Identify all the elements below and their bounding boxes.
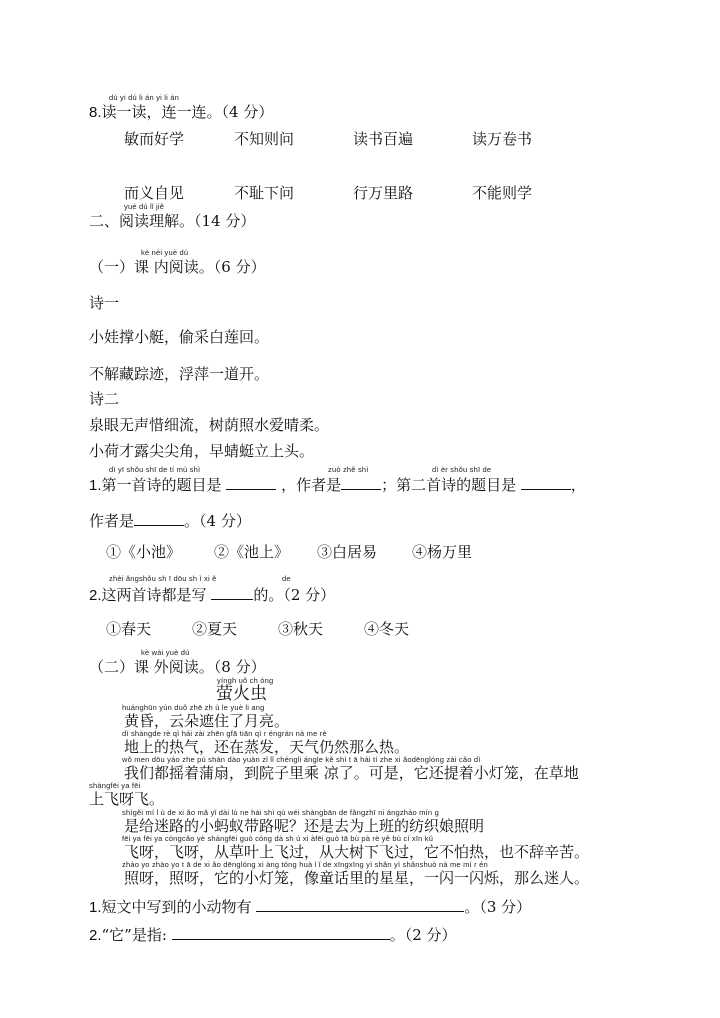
p2q1-number: 1. [89, 899, 102, 916]
p1q2-option-4: ④冬天 [364, 620, 410, 638]
q8-row1-item-1: 敏而好学 [124, 130, 185, 148]
section2-title: 二、阅读理解。（14 分） [89, 212, 256, 230]
p1q1-text-b: ，作者是 [281, 476, 342, 494]
story-line7: 照呀，照呀，它的小灯笼，像童话里的星星，一闪一闪烁，那么迷人。 [124, 869, 590, 887]
story-line3-pinyin: wǒ men dōu yáo zhe pú shàn dào yuàn zǐ lǐ chéngli ángle kě shì t ā hái tí zhe xi ǎodēnglóng zài cǎo dì [122, 755, 481, 764]
p1q2-option-3: ③秋天 [278, 620, 324, 638]
p1q2-option-1: ①春天 [106, 620, 152, 638]
p1q1-blank-3[interactable] [521, 475, 571, 490]
poem2-line1: 泉眼无声惜细流，树荫照水爱晴柔。 [89, 416, 330, 434]
q8-pinyin: dú yi dú li án yi li án [109, 93, 180, 102]
poem2-line2: 小荷才露尖尖角，早蜻蜓立上头。 [89, 442, 315, 460]
p2q2-number: 2. [89, 927, 102, 944]
q8-number: 8. [89, 104, 102, 121]
story-line1-pinyin: huánghūn yún duǒ zhē zh ù le yuè li ang [122, 703, 265, 712]
story-line2: 地上的热气，还在蒸发，天气仍然那么热。 [124, 738, 410, 756]
q8-row1-item-3: 读书百遍 [353, 130, 414, 148]
p1q2-text-b: 的。（2 分） [253, 586, 336, 604]
part1-title: （一）课 内阅读。（6 分） [89, 258, 266, 276]
p1q2-pinyin-b: de [282, 574, 291, 583]
p1q1-pinyin-a: dì yī shǒu shī de tí mù shì [109, 465, 201, 474]
p1q1-blank-4[interactable] [134, 511, 184, 526]
p1q1-blank-1[interactable] [226, 475, 276, 490]
p1q1-line2 [89, 511, 251, 530]
p1q1-text-d: ， [570, 476, 586, 494]
q8-row1-item-4: 读万卷书 [472, 130, 533, 148]
p1q2-text-a: 这两首诗都是写 [101, 586, 207, 604]
p1q1-pinyin-c: dì èr shǒu shī de [432, 465, 492, 474]
p1q1-blank-2[interactable] [341, 475, 381, 490]
story-line6-pinyin: fēi ya fēi ya cóngcǎo yè shàngfēi guò cóng dà sh ù xi àfēi guò tā bù pà rè yě bù cí xīn kǔ [122, 834, 434, 843]
p1q2-number: 2. [89, 587, 102, 604]
poem2-label: 诗二 [89, 390, 120, 408]
story-line4: 上飞呀飞。 [89, 790, 165, 808]
p2q2-text-a: “它”是指: [101, 926, 167, 944]
p1q1-text-f: 。（4 分） [184, 512, 251, 530]
q8-row2-item-1: 而义自见 [124, 184, 185, 202]
p2q1-text-a: 短文中写到的小动物有 [101, 898, 252, 916]
q8-text: 读一读，连一连。（4 分） [101, 103, 274, 121]
story-title: 萤火虫 [216, 684, 267, 704]
part2-title: （二）课 外阅读。（8 分） [89, 658, 266, 676]
q8-row2-item-3: 行万里路 [353, 184, 414, 202]
poem1-label: 诗一 [89, 294, 120, 312]
section2-pinyin: yuè dú lǐ jiě [124, 202, 165, 211]
poem1-line2: 不解藏踪迹，浮萍一道开。 [89, 365, 270, 383]
p1q1-option-1: ①《小池》 [106, 543, 182, 561]
p1q1-text-a: 第一首诗的题目是 [101, 476, 222, 494]
q8-row1-item-2: 不知则问 [234, 130, 295, 148]
p1q1-option-2: ②《池上》 [214, 543, 290, 561]
p1q1-text-c: ；第二首诗的题目是 [381, 476, 517, 494]
p1q2-blank[interactable] [211, 585, 253, 600]
story-line3: 我们都摇着蒲扇，到院子里乘 凉了。可是，它还提着小灯笼，在草地 [124, 764, 579, 782]
p2q2-blank[interactable] [172, 925, 390, 940]
story-line5-pinyin: shìgěi mí l ù de xi ǎo mǎ yǐ dài lù ne hái shì qù wéi shàngbān de fǎngzhī ni ángzhào mín g [122, 808, 439, 817]
p1q1-option-3: ③白居易 [317, 543, 378, 561]
p1q1-number: 1. [89, 477, 102, 494]
story-line6: 飞呀，飞呀，从草叶上飞过，从大树下飞过，它不怕热，也不辞辛苦。 [124, 843, 590, 861]
q8-row2-item-4: 不能则学 [472, 184, 533, 202]
story-line7-pinyin: zhào yo zhào yo t ā de xi ǎo dēnglóng xi àng tóng huà l ǐ de xīngxīng yì shǎn yì shǎnshuò nà me mí r én [122, 860, 488, 869]
q8-heading [89, 103, 273, 122]
p2q1-line [89, 897, 531, 917]
p1q1-line1 [89, 475, 586, 495]
p1q2-line [89, 585, 335, 605]
story-line1: 黄昏，云朵遮住了月亮。 [124, 712, 290, 730]
story-line2-pinyin: dì shàngde rè qì hái zài zhēn gfā tiān qì r éngrán nà me rè [122, 729, 327, 738]
p1q1-pinyin-b: zuò zhě shì [328, 465, 369, 474]
part2-pinyin: kè wài yuè dú [141, 648, 190, 657]
p2q1-blank[interactable] [256, 897, 464, 912]
p1q2-pinyin-a: zhèi ǎngshǒu sh ī dōu sh ì xi ě [109, 574, 217, 583]
p2q2-line [89, 925, 457, 945]
p2q1-text-b: 。（3 分） [464, 898, 532, 916]
story-line4-pinyin: shàngfēi ya fēi [89, 781, 141, 790]
q8-row2-item-2: 不耻下问 [234, 184, 295, 202]
part1-pinyin: kè nèi yuè dú [141, 248, 189, 257]
story-line5: 是给迷路的小蚂蚁带路呢？还是去为上班的纺织娘照明 [124, 817, 485, 835]
p1q2-option-2: ②夏天 [192, 620, 238, 638]
poem1-line1: 小娃撑小艇，偷采白莲回。 [89, 328, 270, 346]
p2q2-text-b: 。（2 分） [389, 926, 457, 944]
story-title-pinyin: yíngh uǒ ch óng [217, 676, 274, 685]
p1q1-option-4: ④杨万里 [412, 543, 473, 561]
p1q1-text-e: 作者是 [89, 512, 135, 530]
